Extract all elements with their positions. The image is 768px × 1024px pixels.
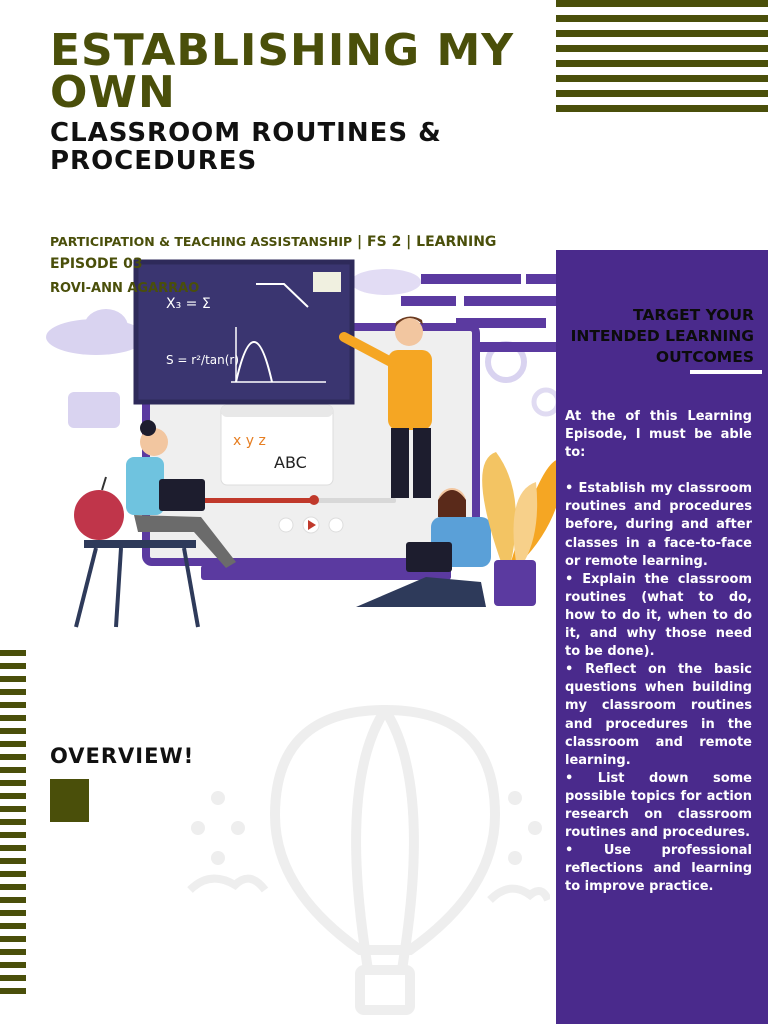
outcomes-heading: TARGET YOUR INTENDED LEARNING OUTCOMES (570, 306, 754, 366)
apple-icon (74, 490, 124, 540)
prev-icon (279, 518, 293, 532)
screen-text: ABC (274, 453, 307, 472)
outcomes-intro: At the of this Learning Episode, I must be able to: (565, 409, 752, 461)
top-right-stripes (556, 0, 768, 120)
outcome-item: • List down some possible topics for action research on classroom routines and procedures. (565, 770, 752, 841)
outcome-item: • Explain the classroom routines (what to do, how to do it, when to do it, and why those need to be done). (565, 571, 752, 660)
board-formula-1: X₃ = Σ (166, 296, 211, 312)
board-formula-2: S = r²/tan(r) (166, 353, 240, 367)
outcome-item: • Reflect on the basic questions when building my classroom routines and procedures in the classroom and remote learning. (565, 662, 752, 768)
outcome-item: • Use professional reflections and learning to improve practice. (565, 843, 752, 895)
video-progress-fill (196, 498, 314, 503)
left-stripes (0, 650, 26, 1001)
author-name: ROVI-ANN AGARRAO (50, 281, 200, 296)
screen-vars: x y z (233, 433, 266, 449)
outcome-item: • Establish my classroom routines and procedures before, during and after classes in a face-to-face or remote learning. (565, 481, 752, 569)
balloon-watermark-icon (180, 700, 550, 1024)
episode-label: EPISODE 03 (50, 256, 143, 272)
heading-underline (690, 370, 762, 374)
page-subtitle: CLASSROOM ROUTINES & PROCEDURES (50, 118, 442, 176)
plant-icon (482, 452, 556, 606)
overview-heading: OVERVIEW! (50, 744, 195, 768)
overview-square (50, 779, 89, 822)
video-progress-knob (309, 495, 319, 505)
outcomes-panel (556, 250, 768, 1024)
next-icon (329, 518, 343, 532)
speech-bubble-icon (68, 392, 120, 428)
board-badge (313, 272, 341, 292)
gear-icon-2 (534, 390, 556, 414)
course-code: | FS 2 | LEARNING (352, 234, 497, 250)
cloud-left-top (84, 309, 128, 345)
course-name: PARTICIPATION & TEACHING ASSISTANSHIP (50, 234, 353, 249)
course-info (50, 231, 530, 275)
page-title: ESTABLISHING MY OWN (50, 25, 515, 118)
outcomes-body (565, 408, 752, 896)
